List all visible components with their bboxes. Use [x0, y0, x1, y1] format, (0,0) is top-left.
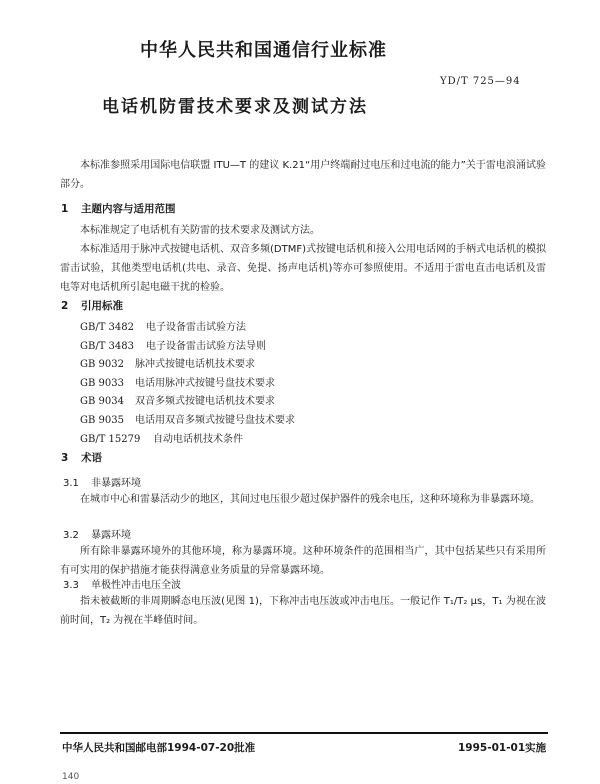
- reference-code: GB 9035: [80, 414, 124, 426]
- reference-item: [80, 319, 295, 338]
- intro-paragraph: 本标准参照采用国际电信联盟 ITU—T 的建议 K.21“用户终端耐过电压和过电流的能力”关于雷电浪涌试验部分。: [60, 160, 546, 190]
- reference-item: [80, 412, 295, 431]
- subsection-title: 单极性冲击电压全波: [91, 580, 181, 591]
- reference-code: GB 9033: [80, 377, 124, 389]
- section-number: 1: [61, 203, 69, 215]
- section-title: 主题内容与适用范围: [81, 203, 176, 215]
- reference-code: GB/T 3483: [80, 340, 135, 352]
- document-title: 电话机防雷技术要求及测试方法: [102, 97, 368, 117]
- reference-title: 自动电话机技术条件: [153, 433, 243, 445]
- subsection-3-2-heading: [63, 526, 131, 541]
- subsection-title: 暴露环境: [91, 530, 131, 541]
- subsection-title: 非暴露环境: [91, 478, 141, 489]
- standard-code: YD/T 725—94: [440, 76, 521, 87]
- page-number: 140: [62, 772, 80, 782]
- section-1-heading: [61, 201, 176, 216]
- reference-title: 电子设备雷击试验方法: [146, 322, 246, 333]
- section-1-paragraph-1: 本标准规定了电话机有关防雷的技术要求及测试方法。: [80, 225, 320, 236]
- reference-item: [80, 375, 295, 394]
- subsection-number: 3.3: [63, 580, 79, 591]
- effective-date: 1995-01-01实施: [458, 742, 547, 754]
- section-1-paragraph-2: 本标准适用于脉冲式按键电话机、双音多频(DTMF)式按键电话机和接入公用电话网的手柄式电话机的模拟雷击试验，其他类型电话机(共电、录音、免提、扬声电话机)等亦可参照使用。不适用于雷电直击电话机及雷电等对电话机所引起电磁干扰的检验。: [60, 244, 546, 293]
- subsection-number: 3.2: [63, 530, 79, 541]
- section-number: 2: [61, 300, 69, 312]
- subsection-number: 3.1: [63, 478, 79, 489]
- reference-title: 电话用脉冲式按键号盘技术要求: [135, 377, 275, 389]
- reference-title: 电话用双音多频式按键号盘技术要求: [135, 414, 295, 426]
- reference-code: GB/T 15279: [80, 433, 141, 445]
- section-2-heading: [61, 298, 123, 313]
- reference-title: 双音多频式按键电话机技术要求: [135, 396, 275, 408]
- reference-item: [80, 356, 295, 375]
- section-number: 3: [61, 452, 69, 464]
- standard-title: 中华人民共和国通信行业标准: [140, 40, 387, 61]
- reference-item: [80, 393, 295, 412]
- subsection-3-1-text: 在城市中心和雷暴活动少的地区，其间过电压很少超过保护器件的残余电压，这种环境称为非暴露环境。: [80, 494, 540, 505]
- subsection-3-2-text: 所有除非暴露环境外的其他环境，称为暴露环境。这种环境条件的范围相当广，其中包括某些只有采用所有可实用的保护措施才能获得满意业务质量的异常暴露环境。: [60, 546, 546, 576]
- section-3-heading: [61, 450, 102, 465]
- reference-code: GB/T 3482: [80, 322, 135, 333]
- footer-divider: [60, 732, 548, 734]
- subsection-3-3-heading: [63, 576, 181, 591]
- subsection-3-1-heading: [63, 474, 141, 489]
- reference-list: [80, 319, 295, 449]
- approval-statement: 中华人民共和国邮电部1994-07-20批准: [62, 742, 256, 754]
- section-title: 引用标准: [81, 300, 123, 312]
- section-title: 术语: [81, 452, 102, 464]
- subsection-3-3-text: 指未被截断的非周期瞬态电压波(见图 1)，下称冲击电压波或冲击电压。一般记作 T₁/T₂ μs，T₁ 为视在波前时间，T₂ 为视在半峰值时间。: [60, 596, 546, 626]
- reference-code: GB 9034: [80, 396, 124, 408]
- reference-item: [80, 338, 295, 357]
- reference-code: GB 9032: [80, 359, 124, 371]
- reference-title: 电子设备雷击试验方法导则: [146, 340, 266, 352]
- reference-item: [80, 431, 295, 450]
- reference-title: 脉冲式按键电话机技术要求: [135, 359, 255, 371]
